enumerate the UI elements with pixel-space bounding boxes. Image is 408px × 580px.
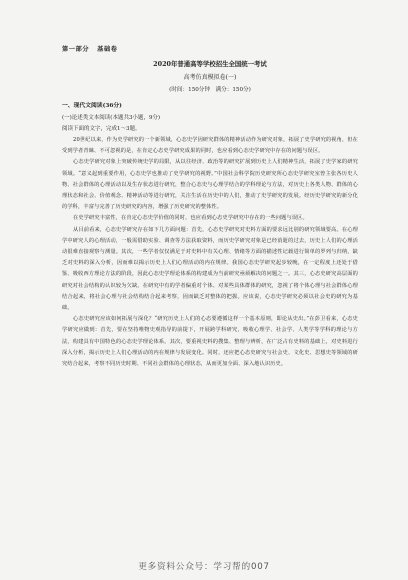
part-name: 基础卷 — [97, 46, 118, 53]
paragraph-3: 在史学研究丰富性，在肯定心态史学价值的同时，也应看到心态史学研究中存在的一些问题与误区。 — [73, 215, 308, 222]
paragraph-2: 心态史学研究对象上突破传统史学的局限，从以往经济、政治等的研究扩展到历史上人们精神生活，拓展了史学家的研究领域。“意义起到重要作用，心态史学也推动了史学研究的视野。”中国社会科学院历史研究所心态史学研究室曾主张各历史人物、社会群体的心理活动以及生存状态进行研究，整合心态史与心理学结合的学科理论与方法，对历史上各类人物、群体的心理状态和社会、价值观念、精神活动等进行研究，关注生活在历史中的人们，推动了史学研究的发展。经历史学研究的新分化的学科，丰富与完善了历史研究的内容，增强了历史研究的整体性。 — [62, 159, 358, 211]
paragraph-4: 从目前看来，心态史学研究存在如下几方面问题：首先，心态史学研究对史料方面的要求远比别的研究领域要高。在心理学中研究人的心理活动，一般需借助实验、调查等方法获取资料，而历史学研究对象是已经消逝的过去，历史上人们的心理活动很难直接观察与测量。其次，一些学者仅仅满足于对史料中有关心理、情绪等方面的描述性记载进行简单的罗列与归纳，缺乏对史料的深入分析，因而难以揭示历史上人们心理活动的内在规律。我国心态史学研究起步较晚，在一定程度上还处于借鉴、吸收西方理论方法的阶段，因此心态史学理论体系的构建成为当前研究亟须解决的问题之一。其三，心态史研究高层面的研究对社会结构的认识较为欠缺。在研究中有的学者偏重对个体、对某些具体群体的研究，忽视了将个体心理与社会群体心理结合起来，将社会心理与社会结构结合起来考察，因而缺乏对整体的把握。应该说，心态史学研究必须以社会史的研究为基础。 — [62, 226, 358, 312]
exam-subtitle: 高考仿真模拟卷(一) — [183, 74, 237, 81]
footer-watermark: 更多资料公众号：学习帮的007 — [138, 562, 270, 572]
exam-meta: (时间：150分钟 满分：150分) — [169, 87, 251, 93]
part-label: 第一部分 — [62, 46, 90, 53]
section-heading: 一、现代文阅读(36分) — [62, 103, 122, 109]
part-header — [62, 44, 358, 53]
sub-section-heading: (一)论述类文本阅读(本题共3小题，9分) — [62, 115, 161, 121]
reading-instruction: 阅读下面的文字，完成1～3题。 — [62, 126, 141, 132]
paragraph-1: 20世纪以来，作为史学研究的一个新领域，心态史学因研究群体的精神活动作为研究对象，拓展了史学研究的视角，但在受到学者青睐、不可忽视的是，在肯定心态史学研究成果的同时，也应看到心态史学研究中存在的问题与误区。 — [62, 137, 358, 155]
exam-title: 2020年普通高等学校招生全国统一考试 — [153, 60, 267, 68]
paragraph-5: 心态史研究应该如何拓展与深化？“研究历史上人们的心态要遵循这样一个基本原则，即论从史出。”在彭卫看来，心态史学研究应做到：首先，要在坚持唯物史观指导的前提下，开展跨学科研究，吸收心理学、社会学、人类学等学科的理论与方法，构建具有中国特色的心态史学理论体系。其次，要重视史料的搜集、整理与辨析，在广泛占有史料的基础上，对史料进行深入分析，揭示历史上人们心理活动的内在规律与发展变化。同时，还应把心态史研究与社会史、文化史、思想史等领域的研究结合起来，考察不同历史时期、不同社会群体的心理状态，从而更加全面、深入地认识历史。 — [62, 316, 358, 368]
page-content — [62, 44, 358, 370]
